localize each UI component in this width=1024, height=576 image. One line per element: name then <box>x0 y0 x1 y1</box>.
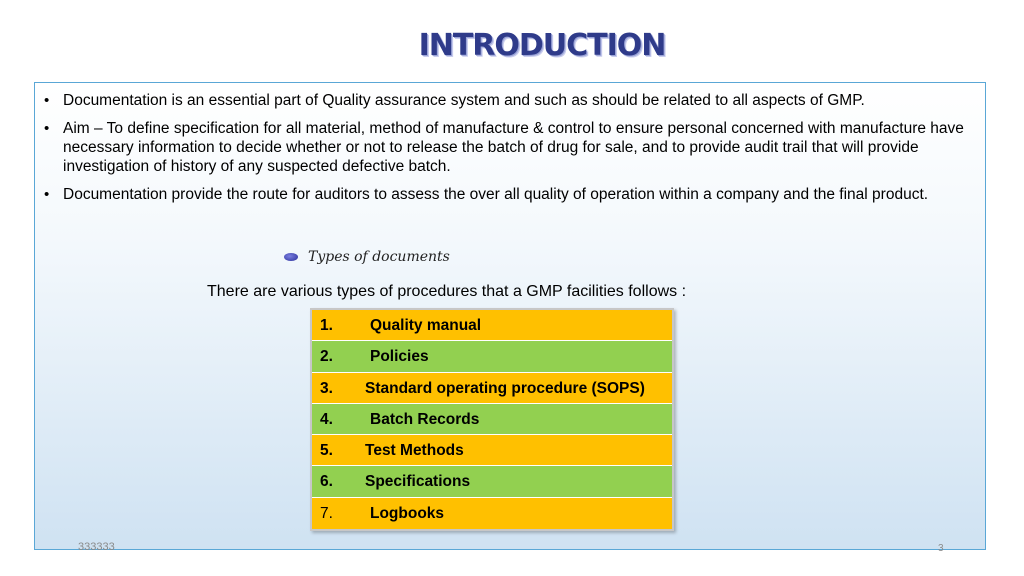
row-number: 3. <box>320 379 333 397</box>
bullet-text: Aim – To define specification for all material, method of manufacture & control to ensure personal concerned with manufacture have necessary information to decide whether or not to release the batch of drug for sale, and to provide audit trail that will provide investigation of history of any suspected defective batch. <box>63 120 964 175</box>
row-label: Batch Records <box>370 410 480 428</box>
row-label: Quality manual <box>370 317 482 334</box>
row-number: 2. <box>320 348 333 366</box>
page-number: 3 <box>938 543 944 554</box>
row-number: 1. <box>320 317 333 334</box>
row-label: Test Methods <box>365 442 464 460</box>
bullet-icon: • <box>44 186 50 203</box>
table-row <box>312 373 672 404</box>
row-number: 4. <box>320 410 333 428</box>
table-row <box>312 435 672 466</box>
row-label: Standard operating procedure (SOPS) <box>365 379 645 397</box>
row-number: 7. <box>320 504 333 522</box>
types-heading-text: Types of documents <box>308 249 450 265</box>
content-panel <box>34 82 986 550</box>
bullet-list <box>35 91 975 213</box>
table-row <box>312 404 672 435</box>
oval-bullet-icon <box>284 253 298 261</box>
table-row <box>312 466 672 497</box>
bullet-item <box>35 185 975 204</box>
row-label: Policies <box>370 348 429 366</box>
row-label: Specifications <box>365 473 471 491</box>
slide-title: INTRODUCTION <box>418 28 666 63</box>
bullet-item <box>35 119 975 176</box>
bullet-item <box>35 91 975 110</box>
bullet-icon: • <box>44 120 50 137</box>
documents-table <box>310 308 674 531</box>
bullet-text: Documentation provide the route for auditors to assess the over all quality of operation within a company and the final product. <box>63 186 929 203</box>
table-row <box>312 341 672 372</box>
row-number: 5. <box>320 442 333 460</box>
row-label: Logbooks <box>370 504 445 522</box>
table-row <box>312 498 672 529</box>
bullet-text: Documentation is an essential part of Quality assurance system and such as should be related to all aspects of GMP. <box>63 92 865 109</box>
types-heading <box>308 249 450 265</box>
table-row <box>312 310 672 341</box>
footer-text: 333333 <box>78 541 115 553</box>
procedures-intro: There are various types of procedures that a GMP facilities follows : <box>207 283 687 300</box>
row-number: 6. <box>320 473 333 491</box>
bullet-icon: • <box>44 92 50 109</box>
